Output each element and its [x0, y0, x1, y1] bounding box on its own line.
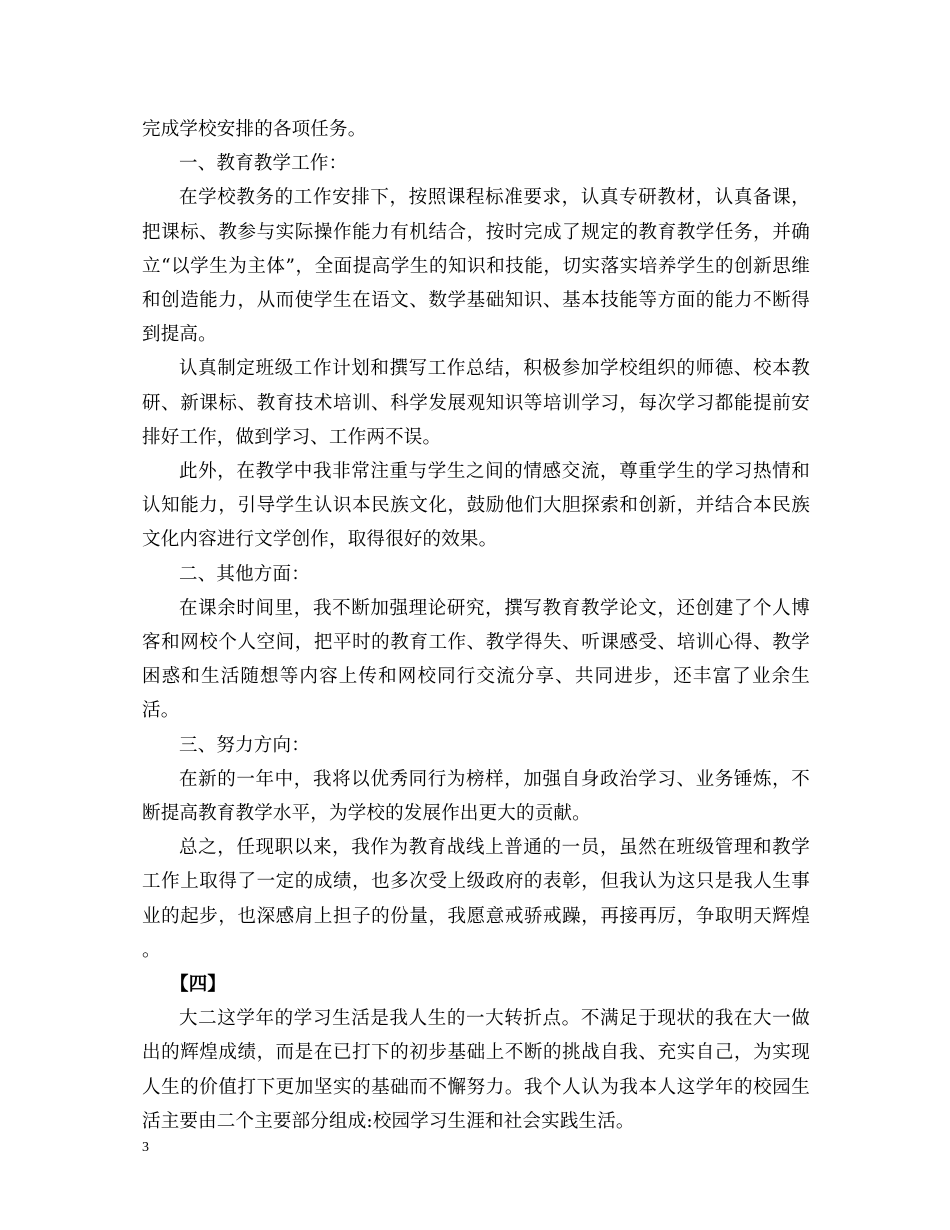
paragraph-teaching-work: 在学校教务的工作安排下，按照课程标准要求，认真专研教材，认真备课，把课标、教参与实际操作能力有机结合，按时完成了规定的教育教学任务，并确立“以学生为主体”，全面提高学生的知识和技能，切实落实培养学生的创新思维和创造能力，从而使学生在语文、数学基础知识、基本技能等方面的能力不断得到提高。 — [142, 187, 810, 346]
paragraph-new-year: 在新的一年中，我将以优秀同行为榜样，加强自身政治学习、业务锤炼，不断提高教育教学水平，为学校的发展作出更大的贡献。 — [142, 768, 810, 825]
paragraph-spare-time: 在课余时间里，我不断加强理论研究，撰写教育教学论文，还创建了个人博客和网校个人空间，把平时的教育工作、教学得失、听课感受、培训心得、教学困惑和生活随想等内容上传和网校同行交流分享、共同进步，还丰富了业余生活。 — [142, 597, 810, 722]
section-heading-four: 【四】 — [170, 974, 227, 996]
section-heading-other: 二、其他方面： — [179, 563, 310, 585]
paragraph-summary: 总之，任现职以来，我作为教育战线上普通的一员，虽然在班级管理和教学工作上取得了一定的成绩，也多次受上级政府的表彰，但我认为这只是我人生事业的起步，也深感肩上担子的份量，我愿意戒骄戒躁，再接再厉，争取明天辉煌 。 — [142, 837, 810, 961]
paragraph-continuation: 完成学校安排的各项任务。 — [142, 119, 367, 140]
paragraph-emotional-exchange: 此外，在教学中我非常注重与学生之间的情感交流，尊重学生的学习热情和认知能力，引导学生认识本民族文化，鼓励他们大胆探索和创新，并结合本民族文化内容进行文学创作，取得很好的效果。 — [142, 461, 810, 551]
paragraph-sophomore-year: 大二这学年的学习生活是我人生的一大转折点。不满足于现状的我在大一做出的辉煌成绩，而是在已打下的初步基础上不断的挑战自我、充实自己，为实现人生的价值打下更加坚实的基础而不懈努力。我个人认为我本人这学年的校园生活主要由二个主要部分组成:校园学习生涯和社会实践生活。 — [142, 1008, 810, 1132]
section-heading-teaching: 一、教育教学工作： — [179, 153, 348, 175]
paragraph-training: 认真制定班级工作计划和撰写工作总结，积极参加学校组织的师德、校本教研、新课标、教育技术培训、科学发展观知识等培训学习，每次学习都能提前安排好工作，做到学习、工作两不误。 — [142, 358, 810, 448]
section-heading-direction: 三、努力方向： — [179, 734, 310, 756]
document-body — [142, 113, 810, 1139]
page-number: 3 — [142, 1140, 149, 1155]
